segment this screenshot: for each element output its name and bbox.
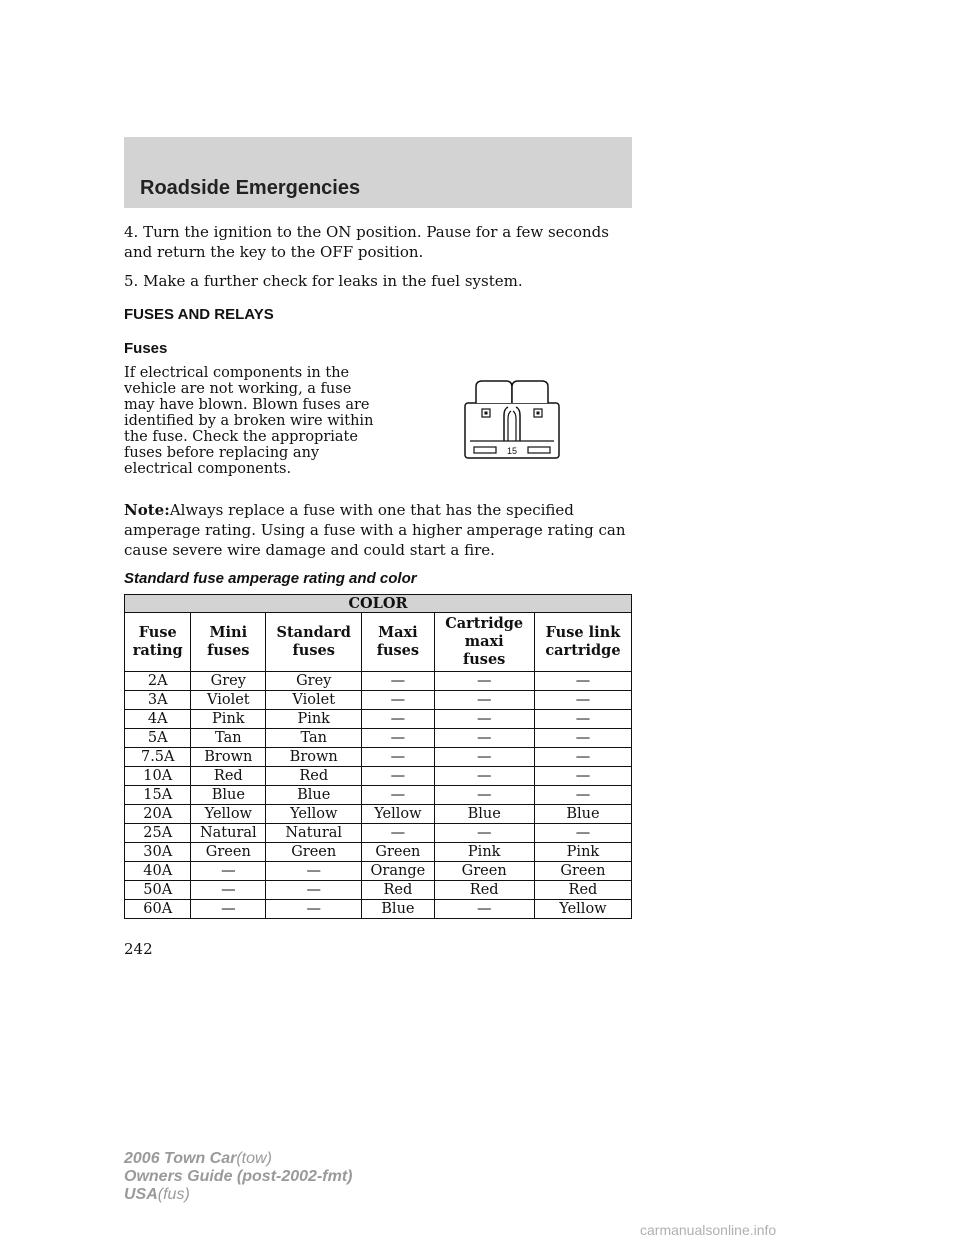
column-header (266, 613, 362, 672)
table-cell: — (266, 881, 362, 900)
column-header-line: cartridge (545, 642, 621, 659)
table-row (125, 672, 632, 691)
table-row (125, 710, 632, 729)
blown-fuse-icon (464, 379, 560, 461)
table-cell: — (266, 862, 362, 881)
table-cell: — (362, 748, 434, 767)
table-group-header: COLOR (125, 595, 632, 613)
column-header-line: fuses (292, 642, 335, 659)
column-header-line: Cartridge (445, 615, 524, 632)
fuse-color-table (124, 594, 632, 919)
table-row (125, 862, 632, 881)
table-row (125, 729, 632, 748)
table-cell: Tan (191, 729, 266, 748)
table-cell: Blue (534, 805, 631, 824)
table-cell: — (362, 672, 434, 691)
table-cell: — (434, 691, 534, 710)
table-cell: — (362, 710, 434, 729)
column-header-line: fuses (207, 642, 250, 659)
section-header-band (124, 137, 632, 208)
table-cell: Yellow (266, 805, 362, 824)
table-cell: Red (266, 767, 362, 786)
note-text: Always replace a fuse with one that has the specified amperage rating. Using a fuse with a higher amperage rating can cause severe wire damage and could start a fire. (124, 501, 626, 559)
footer-model-code: (tow) (236, 1150, 272, 1167)
table-cell: 3A (125, 691, 191, 710)
table-cell: — (191, 862, 266, 881)
table-cell: 25A (125, 824, 191, 843)
section-title: Roadside Emergencies (140, 177, 361, 199)
table-cell: — (534, 710, 631, 729)
table-cell: 4A (125, 710, 191, 729)
footer-market-code: (fus) (157, 1186, 190, 1203)
table-row (125, 691, 632, 710)
table-cell: Pink (191, 710, 266, 729)
table-cell: — (534, 729, 631, 748)
table-cell: Pink (266, 710, 362, 729)
heading-fuses: Fuses (124, 340, 168, 357)
table-cell: 20A (125, 805, 191, 824)
fuse-rating-label: 15 (506, 446, 518, 456)
table-cell: Natural (191, 824, 266, 843)
column-header-line: fuses (376, 642, 420, 659)
table-row (125, 767, 632, 786)
table-cell: 50A (125, 881, 191, 900)
table-cell: — (534, 691, 631, 710)
column-header (362, 613, 434, 672)
table-cell: Green (191, 843, 266, 862)
table-cell: Yellow (362, 805, 434, 824)
footer-guide: Owners Guide (post-2002-fmt) (124, 1168, 353, 1185)
table-cell: — (362, 824, 434, 843)
table-cell: 5A (125, 729, 191, 748)
page-number: 242 (124, 940, 153, 958)
table-row (125, 843, 632, 862)
table-cell: — (534, 767, 631, 786)
column-header (534, 613, 631, 672)
table-cell: Blue (191, 786, 266, 805)
column-header-line: fuses (463, 651, 506, 668)
table-caption: Standard fuse amperage rating and color (124, 570, 417, 587)
column-header-line: Fuse (138, 624, 177, 641)
table-cell: Violet (266, 691, 362, 710)
table-cell: Green (362, 843, 434, 862)
table-cell: Red (191, 767, 266, 786)
table-cell: Yellow (534, 900, 631, 919)
table-cell: — (434, 786, 534, 805)
table-cell: — (362, 691, 434, 710)
watermark: carmanualsonline.info (640, 1222, 777, 1238)
table-cell: — (191, 900, 266, 919)
fuses-paragraph: If electrical components in the vehicle are not working, a fuse may have blown. Blown fuses are identified by a broken wire within the fuse. Check the appropriate fuses before replacing any electrical components. (124, 365, 374, 477)
table-cell: Red (362, 881, 434, 900)
table-cell: — (266, 900, 362, 919)
table-cell: — (362, 729, 434, 748)
step-4: 4. Turn the ignition to the ON position. Pause for a few seconds and return the key to the OFF position. (124, 223, 609, 261)
table-cell: Blue (266, 786, 362, 805)
table-cell: — (534, 672, 631, 691)
column-header-line: rating (132, 642, 183, 659)
column-header-line: Fuse link (545, 624, 621, 641)
table-cell: 2A (125, 672, 191, 691)
column-header (434, 613, 534, 672)
table-cell: Yellow (191, 805, 266, 824)
table-cell: Tan (266, 729, 362, 748)
table-cell: — (534, 748, 631, 767)
table-row (125, 805, 632, 824)
footer-market: USA (124, 1186, 158, 1203)
table-cell: Natural (266, 824, 362, 843)
table-cell: — (434, 710, 534, 729)
heading-fuses-and-relays: FUSES AND RELAYS (124, 306, 274, 323)
table-cell: Blue (434, 805, 534, 824)
table-cell: Red (434, 881, 534, 900)
column-header-line: Maxi (378, 624, 418, 641)
table-row (125, 881, 632, 900)
table-cell: — (434, 748, 534, 767)
column-header-line: maxi (464, 633, 504, 650)
table-column-headers (125, 613, 632, 672)
column-header-line: Mini (209, 624, 248, 641)
table-cell: Pink (434, 843, 534, 862)
fuse-illustration (464, 379, 560, 466)
table-cell: Pink (534, 843, 631, 862)
table-cell: 30A (125, 843, 191, 862)
table-cell: Brown (191, 748, 266, 767)
table-cell: — (534, 824, 631, 843)
table-cell: 15A (125, 786, 191, 805)
table-cell: 10A (125, 767, 191, 786)
column-header (191, 613, 266, 672)
table-cell: — (434, 767, 534, 786)
footer-model: 2006 Town Car (124, 1150, 237, 1167)
page-content (124, 222, 634, 919)
table-cell: Green (434, 862, 534, 881)
note-paragraph (124, 500, 634, 560)
table-cell: 60A (125, 900, 191, 919)
table-cell: Green (534, 862, 631, 881)
column-header-line: Standard (276, 624, 351, 641)
fuse-section (124, 365, 634, 496)
table-cell: Violet (191, 691, 266, 710)
table-row (125, 748, 632, 767)
table-cell: — (434, 729, 534, 748)
table-row (125, 786, 632, 805)
column-header (125, 613, 191, 672)
table-cell: Orange (362, 862, 434, 881)
table-cell: — (362, 786, 434, 805)
table-cell: — (191, 881, 266, 900)
table-cell: Red (534, 881, 631, 900)
table-cell: — (434, 900, 534, 919)
note-label: Note: (124, 501, 170, 519)
table-row (125, 824, 632, 843)
document-footer (124, 1150, 352, 1204)
table-cell: 40A (125, 862, 191, 881)
table-body (125, 672, 632, 919)
table-cell: Blue (362, 900, 434, 919)
table-row (125, 900, 632, 919)
table-cell: — (434, 672, 534, 691)
table-cell: Green (266, 843, 362, 862)
table-cell: — (434, 824, 534, 843)
table-cell: Grey (266, 672, 362, 691)
table-cell: 7.5A (125, 748, 191, 767)
table-cell: — (362, 767, 434, 786)
table-cell: Grey (191, 672, 266, 691)
table-cell: — (534, 786, 631, 805)
step-5: 5. Make a further check for leaks in the fuel system. (124, 272, 523, 290)
table-cell: Brown (266, 748, 362, 767)
